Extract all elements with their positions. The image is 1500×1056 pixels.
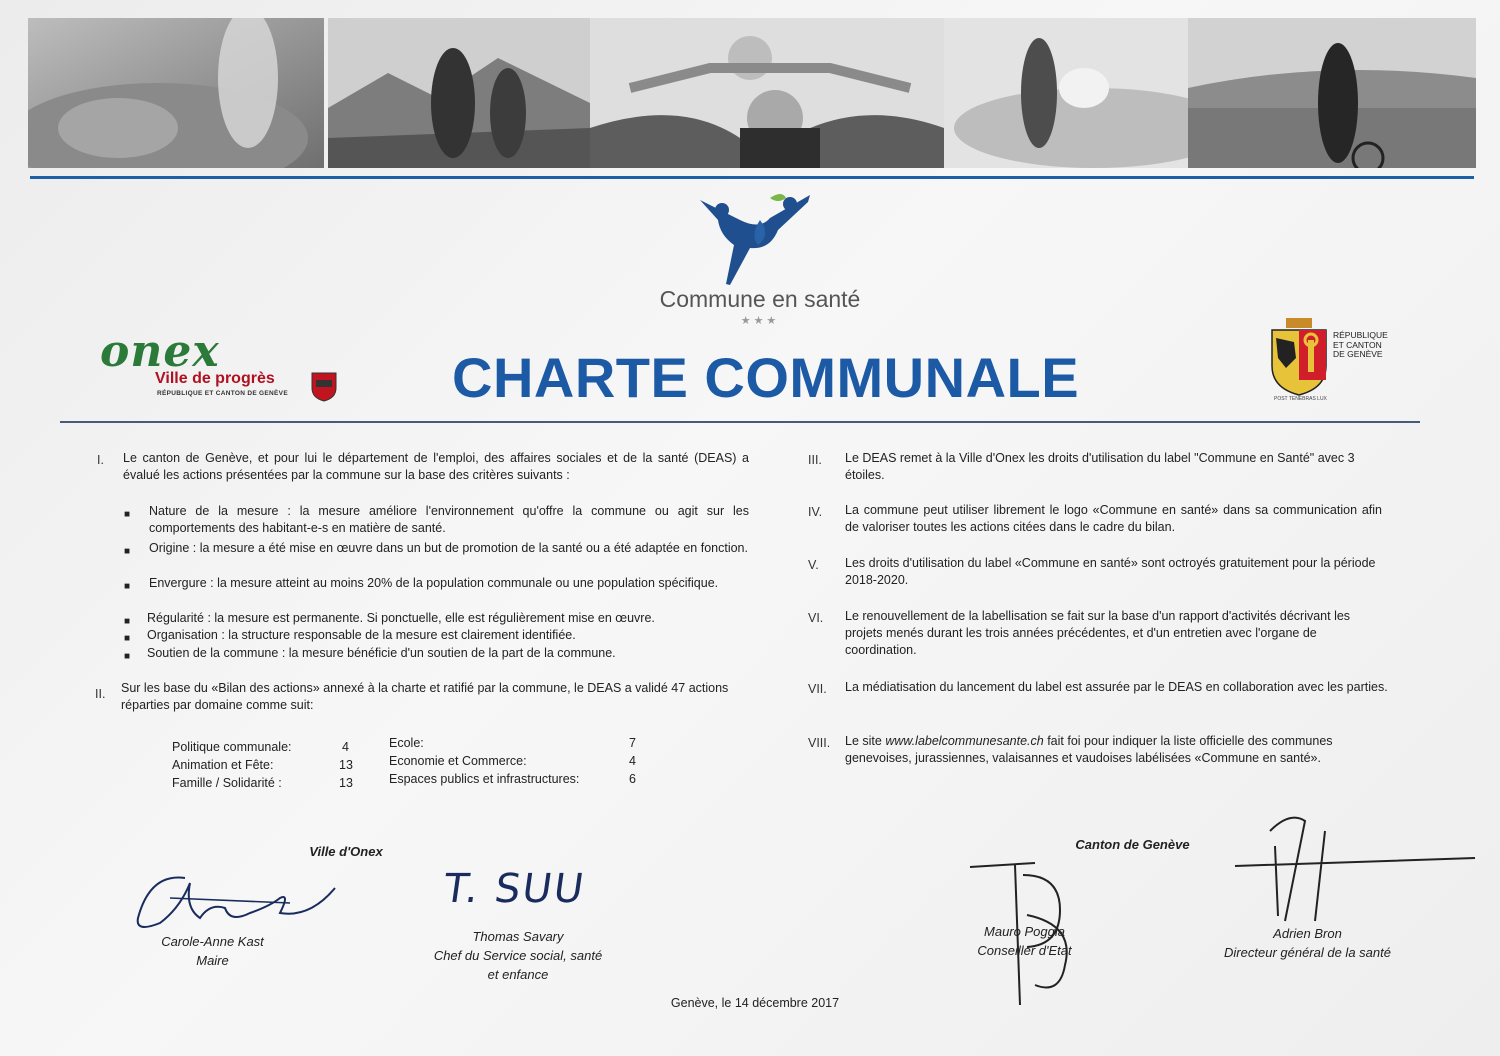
bron-signatory — [1200, 924, 1415, 962]
section-1-text: Le canton de Genève, et pour lui le département de l'emploi, des affaires sociales et de la santé (DEAS) a évalué les actions présentées par la commune sur la base des critères suivants : — [123, 451, 749, 482]
domain-name: Espaces publics et infrastructures: — [389, 772, 580, 786]
criterion-text: : la mesure est permanente. Si ponctuelle, elle est régulièrement mise en œuvre. — [203, 611, 655, 625]
bullet-icon: ■ — [124, 581, 131, 592]
item-number: VIII. — [808, 736, 831, 750]
savary-signatory — [418, 927, 618, 984]
section-2-text: Sur les base du «Bilan des actions» annexé à la charte et ratifié par la commune, le DEAS a validé 47 actions réparties par domaine comme suit: — [121, 681, 729, 712]
domain-name: Ecole: — [389, 736, 424, 750]
geneve-coat-of-arms-icon — [1268, 318, 1330, 396]
signatory-role: Directeur général de la santé — [1224, 945, 1391, 960]
domain-name: Famille / Solidarité : — [172, 776, 282, 790]
commune-en-sante-title: Commune en santé — [659, 286, 861, 312]
savary-signature: T. SUU — [440, 866, 589, 912]
item-text: La médiatisation du lancement du label est assurée par le DEAS en collaboration avec les parties. — [845, 680, 1388, 694]
bullet-icon: ■ — [124, 616, 131, 627]
onex-shield-icon — [311, 372, 337, 402]
domains-left-table — [172, 738, 362, 792]
domain-name: Economie et Commerce: — [389, 754, 527, 768]
criterion-item — [147, 627, 752, 644]
item-number: III. — [808, 453, 822, 467]
main-title: CHARTE COMMUNALE — [452, 346, 1080, 409]
ville-onex-label: Ville d'Onex — [309, 844, 383, 859]
item-number: VI. — [808, 611, 824, 625]
geneve-line2: ET CANTON — [1333, 339, 1382, 350]
website-link[interactable]: www.labelcommunesante.ch — [885, 734, 1044, 748]
domains-right-table — [389, 734, 649, 788]
section-number: II. — [95, 687, 106, 701]
signatory-name: Carole-Anne Kast — [161, 934, 264, 949]
criterion-text: : la structure responsable de la mesure est clairement identifiée. — [217, 628, 576, 642]
geneve-name — [1333, 331, 1403, 360]
signatory-role: Maire — [196, 953, 229, 968]
item-text: La commune peut utiliser librement le logo «Commune en santé» dans sa communication afin de valoriser toutes les actions citées dans le cadre du bilan. — [845, 503, 1382, 534]
domain-count: 13 — [339, 758, 353, 772]
criterion-text: : la mesure a été mise en œuvre dans un but de promotion de la santé ou a été adaptée en fonction. — [189, 541, 748, 555]
domain-name: Animation et Fête: — [172, 758, 274, 772]
poggia-signatory — [962, 922, 1087, 960]
domain-row — [389, 734, 649, 752]
bullet-icon: ■ — [124, 651, 131, 662]
label-stars: ★★★ — [740, 315, 780, 327]
criterion-item — [147, 645, 752, 662]
document-date: Genève, le 14 décembre 2017 — [670, 996, 840, 1010]
onex-tagline: Ville de progrès — [155, 370, 275, 387]
header-rule — [30, 176, 1474, 179]
domain-row — [389, 752, 649, 770]
photo-drinking-water — [28, 18, 324, 168]
domain-count: 4 — [629, 754, 636, 768]
criterion-item — [147, 610, 752, 627]
bullet-icon: ■ — [124, 546, 131, 557]
domain-count: 6 — [629, 772, 636, 786]
criterion-label: Soutien de la commune — [147, 646, 279, 660]
criterion-label: Nature de la mesure — [149, 504, 279, 518]
item-text: Le DEAS remet à la Ville d'Onex les droits d'utilisation du label "Commune en Santé" avec 3 étoiles. — [845, 451, 1355, 482]
geneve-line1: RÉPUBLIQUE — [1333, 330, 1388, 340]
geneve-motto: POST TENEBRAS LUX — [1274, 396, 1327, 402]
signatory-role: Conseiller d'Etat — [977, 943, 1072, 958]
photo-cyclist — [1188, 18, 1476, 168]
canton-geneve-label: Canton de Genève — [1075, 837, 1190, 852]
domain-name: Politique communale: — [172, 740, 292, 754]
criterion-text: : la mesure bénéficie d'un soutien de la part de la commune. — [278, 646, 616, 660]
title-rule — [60, 421, 1420, 423]
domain-count: 4 — [342, 740, 349, 754]
item-text: Le renouvellement de la labellisation se fait sur la base d'un rapport d'activités décrivant les projets menés durant les trois années précédentes, et d'un entretien avec l'organe de coordination. — [845, 609, 1351, 657]
item-number: VII. — [808, 682, 827, 696]
criterion-item — [149, 540, 749, 557]
bullet-icon: ■ — [124, 633, 131, 644]
photo-banner — [28, 18, 1476, 168]
criterion-text: : la mesure améliore l'environnement qu'offre la commune ou agit sur les comportements des habitant-e-s en matière de santé. — [149, 504, 749, 535]
criterion-label: Organisation — [147, 628, 218, 642]
onex-subline: RÉPUBLIQUE ET CANTON DE GENÈVE — [157, 390, 288, 397]
section-number: I. — [97, 453, 104, 467]
domain-row — [389, 770, 649, 788]
signatory-role: Chef du Service social, santé — [433, 948, 603, 963]
item-text: Les droits d'utilisation du label «Commune en santé» sont octroyés gratuitement pour la période 2018-2020. — [845, 556, 1376, 587]
geneve-line3: DE GENÈVE — [1333, 349, 1383, 359]
domain-count: 7 — [629, 736, 636, 750]
signatory-name: Mauro Poggia — [984, 924, 1065, 939]
criterion-item — [149, 575, 749, 592]
domain-count: 13 — [339, 776, 353, 790]
item-number: V. — [808, 558, 819, 572]
item-text — [845, 733, 1390, 767]
bron-signature — [1230, 806, 1480, 926]
domain-row — [172, 738, 362, 756]
criterion-label: Régularité — [147, 611, 204, 625]
criterion-label: Origine — [149, 541, 190, 555]
criterion-item — [149, 503, 749, 537]
onex-wordmark: onex — [100, 326, 220, 377]
signatory-role: et enfance — [487, 967, 549, 982]
criterion-text: : la mesure atteint au moins 20% de la population communale ou une population spécifique. — [206, 576, 719, 590]
signatory-name: Adrien Bron — [1273, 926, 1342, 941]
photo-hikers — [328, 18, 590, 168]
photo-father-child — [590, 18, 944, 168]
signatory-name: Thomas Savary — [472, 929, 564, 944]
domain-row — [172, 774, 362, 792]
kast-signatory — [140, 932, 285, 970]
item-number: IV. — [808, 505, 823, 519]
commune-en-sante-logo — [690, 190, 830, 290]
domain-row — [172, 756, 362, 774]
criterion-label: Envergure — [149, 576, 207, 590]
bullet-icon: ■ — [124, 509, 131, 520]
item-text-part: fait foi pour indiquer la liste officielle des communes genevoises, jurassiennes, valaisannes et vaudoises labélisées «Commune en santé». — [845, 734, 1333, 765]
kast-signature — [130, 868, 350, 938]
item-text-part: Le site — [845, 734, 886, 748]
photo-child-jumping — [944, 18, 1188, 168]
